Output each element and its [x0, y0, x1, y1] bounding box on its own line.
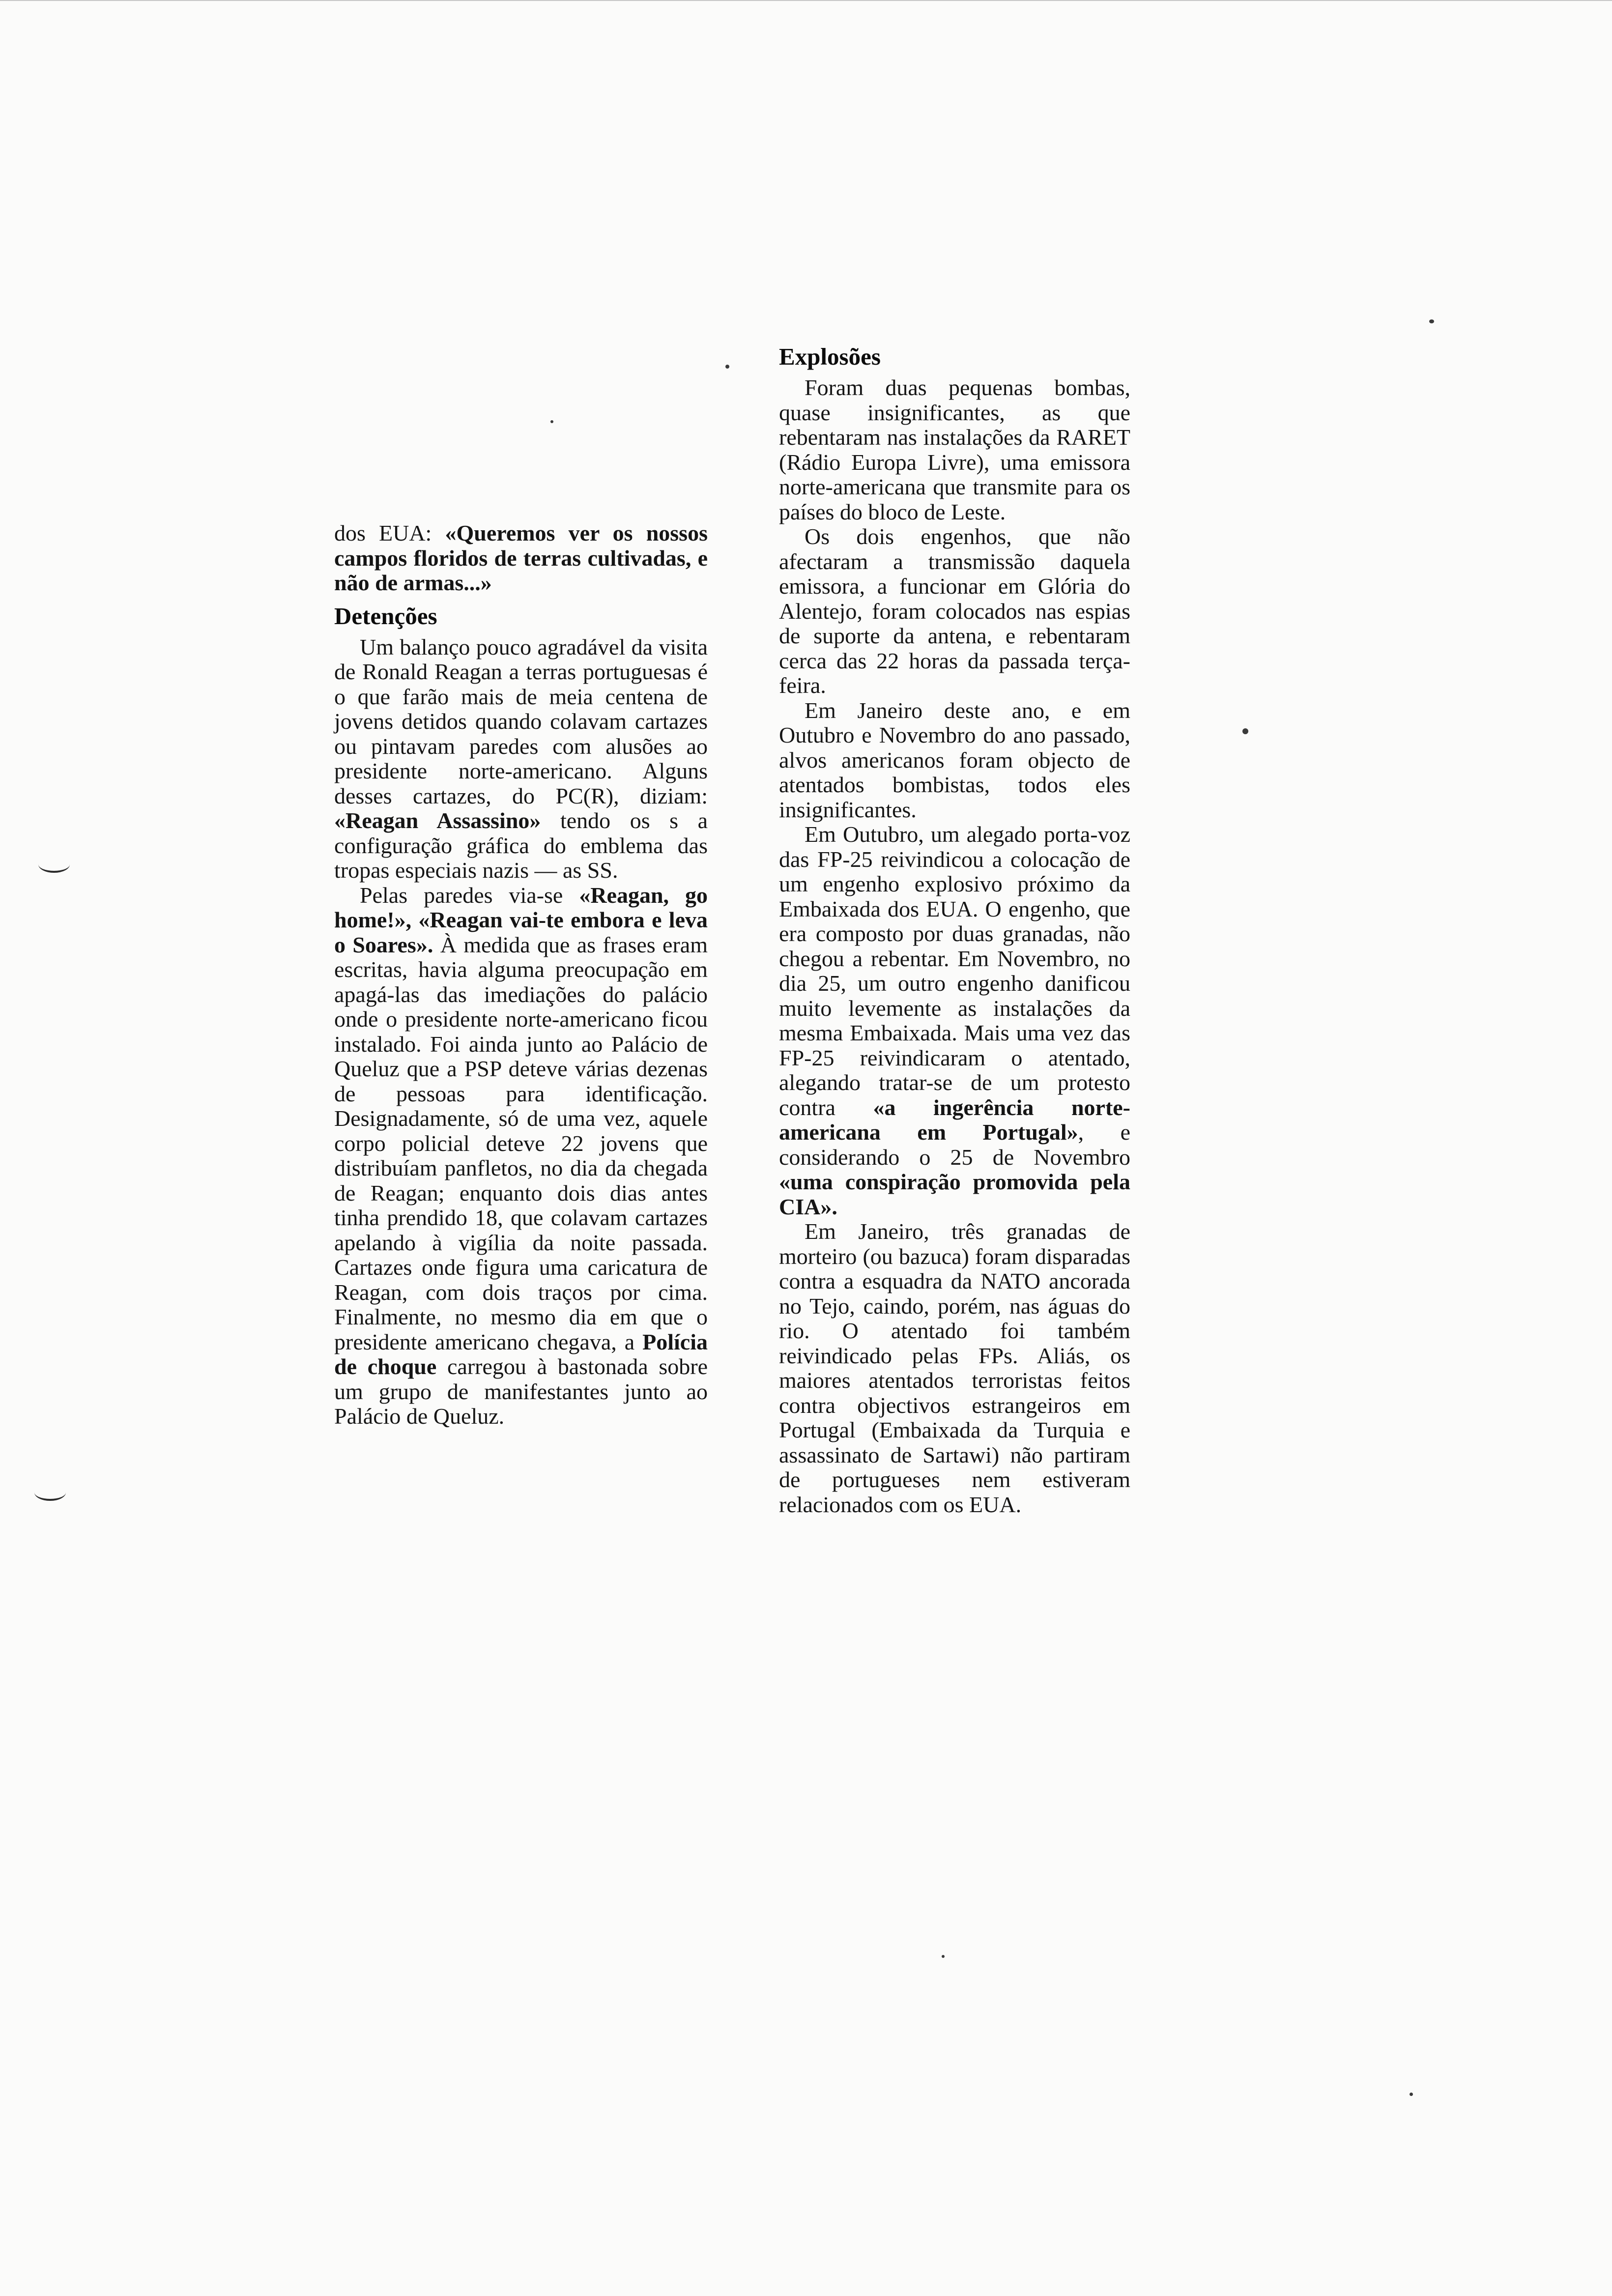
quote-ingerencia: «a ingerência norte-americana em Portugal» [779, 1094, 1131, 1145]
scan-hole-mark [38, 856, 70, 873]
paragraph-detencoes-1: Um balanço pouco agradável da visita de Ronald Reagan a terras portuguesas é o que farão mais de meia centena de jovens detidos quando colavam cartazes ou pintavam paredes com alusões ao presidente norte-americano. Alguns desses cartazes, do PC(R), diziam: «Reagan Assassino» tendo os s a configuração gráfica do emblema das tropas especiais nazis — as SS. [334, 634, 708, 883]
quote-reagan-go-home: «Reagan, go home!», «Reagan vai-te embora e leva o Soares». [334, 882, 708, 957]
paragraph-explosoes-3: Em Janeiro deste ano, e em Outubro e Novembro do ano passado, alvos americanos foram objecto de atentados bombistas, todos eles insignificantes. [779, 697, 1130, 822]
scan-hole-mark [34, 1484, 66, 1501]
intro-text: dos EUA: [334, 520, 445, 545]
scan-speck [550, 420, 553, 423]
intro-paragraph [334, 521, 708, 596]
scan-speck [1242, 728, 1248, 734]
quote-reagan-assassino: «Reagan Assassino» [334, 808, 541, 833]
scan-top-edge [0, 0, 1612, 1]
article-left-column [334, 521, 708, 1429]
scan-speck [1429, 319, 1434, 323]
paragraph-explosoes-2: Os dois engenhos, que não afectaram a transmissão daquela emissora, a funcionar em Glória do Alentejo, foram colocados nas espias de suporte da antena, e rebentaram cerca das 22 horas da passada terça-feira. [779, 524, 1130, 698]
intro-quote: «Queremos ver os nossos campos floridos de terras cultivadas, e não de armas...» [334, 520, 708, 595]
scan-speck [942, 1955, 945, 1958]
subhead-explosoes: Explosões [779, 343, 881, 370]
paragraph-explosoes-1: Foram duas pequenas bombas, quase insignificantes, as que rebentaram nas instalações da RARET (Rádio Europa Livre), uma emissora norte-americana que transmite para os países do bloco de Leste. [779, 375, 1130, 524]
paragraph-detencoes-2: Pelas paredes via-se «Reagan, go home!», «Reagan vai-te embora e leva o Soares». À medida que as frases eram escritas, havia alguma preocupação em apagá-las das imediações do palácio onde o presidente norte-americano ficou instalado. Foi ainda junto ao Palácio de Queluz que a PSP deteve várias dezenas de pessoas para identificação. Designadamente, só de uma vez, aquele corpo policial deteve 22 jovens que distribuíam panfletos, no dia da chegada de Reagan; enquanto dois dias antes tinha prendido 18, que colavam cartazes apelando à vigília da noite passada. Cartazes onde figura uma caricatura de Reagan, com dois traços por cima. Finalmente, no mesmo dia em que o presidente americano chegava, a Polícia de choque carregou à bastonada sobre um grupo de manifestantes junto ao Palácio de Queluz. [334, 882, 708, 1429]
policia-de-choque: Polícia de choque [334, 1329, 708, 1379]
subhead-detencoes: Detenções [334, 602, 437, 630]
scan-speck [1410, 2093, 1413, 2096]
article-right-column [779, 343, 1130, 1517]
paragraph-explosoes-4: Em Outubro, um alegado porta-voz das FP-25 reivindicou a colocação de um engenho explosivo próximo da Embaixada dos EUA. O engenho, que era composto por duas granadas, não chegou a rebentar. Em Novembro, no dia 25, um outro engenho danificou muito levemente as instalações da mesma Embaixada. Mais uma vez das FP-25 reivindicaram o atentado, alegando tratar-se de um protesto contra «a ingerência norte-americana em Portugal», e considerando o 25 de Novembro «uma conspiração promovida pela CIA». [779, 822, 1131, 1219]
scan-speck [725, 365, 729, 369]
quote-conspiracao-cia: «uma conspiração promovida pela CIA». [779, 1169, 1130, 1219]
paragraph-explosoes-5: Em Janeiro, três granadas de morteiro (ou bazuca) foram disparadas contra a esquadra da NATO ancorada no Tejo, caindo, porém, nas águas do rio. O atentado foi também reivindicado pelas FPs. Aliás, os maiores atentados terroristas feitos contra objectivos estrangeiros em Portugal (Embaixada da Turquia e assassinato de Sartawi) não partiram de portugueses nem estiveram relacionados com os EUA. [779, 1219, 1130, 1517]
